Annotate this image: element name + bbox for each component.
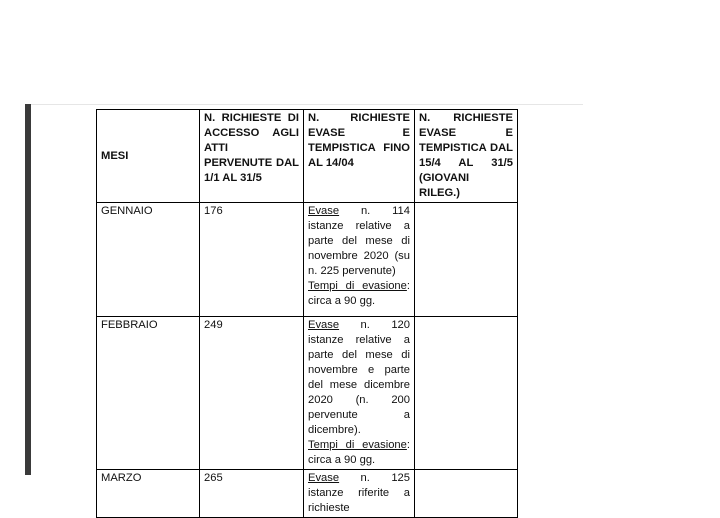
evase-label: Evase (308, 319, 340, 331)
month-cell: GENNAIO (97, 203, 200, 317)
evase-text: n. 114 istanze relative a parte del mese di novembre 2020 (su n. 225 pervenute) (308, 205, 410, 277)
col4-cell (415, 470, 518, 518)
tempi-label: Tempi di evasione (308, 280, 407, 292)
evase-cell (304, 470, 415, 518)
month-cell: MARZO (97, 470, 200, 518)
evase-text: n. 125 istanze riferite a richieste (308, 472, 410, 514)
count-cell: 265 (200, 470, 304, 518)
header-richieste-evase-14-04: N. RICHIESTE EVASE E TEMPISTICA FINO AL 14/04 (304, 110, 415, 203)
table-header-row (97, 110, 518, 203)
evase-cell (304, 203, 415, 317)
page-top-divider (31, 104, 583, 105)
table-row (97, 317, 518, 470)
table-row (97, 203, 518, 317)
header-richieste-evase-15-04: N. RICHIESTE EVASE E TEMPISTICA DAL 15/4 AL 31/5 (GIOVANI RILEG.) (415, 110, 518, 203)
header-mesi: MESI (97, 110, 200, 203)
tempi-label: Tempi di evasione (308, 439, 407, 451)
page-left-margin-bar (25, 104, 31, 475)
evase-label: Evase (308, 472, 340, 484)
evase-text: n. 120 istanze relative a parte del mese di novembre e parte del mese dicembre 2020 (n. 200 pervenute a dicembre). (308, 319, 410, 436)
month-cell: FEBBRAIO (97, 317, 200, 470)
header-richieste-pervenute: N. RICHIESTE DI ACCESSO AGLI ATTI PERVENUTE DAL 1/1 AL 31/5 (200, 110, 304, 203)
col4-cell (415, 317, 518, 470)
evase-label: Evase (308, 205, 340, 217)
requests-table (96, 109, 518, 518)
col4-cell (415, 203, 518, 317)
count-cell: 249 (200, 317, 304, 470)
tempi-text: : circa a 90 gg. (308, 439, 410, 466)
tempi-text: : circa a 90 gg. (308, 280, 410, 307)
table-row (97, 470, 518, 518)
evase-cell (304, 317, 415, 470)
count-cell: 176 (200, 203, 304, 317)
